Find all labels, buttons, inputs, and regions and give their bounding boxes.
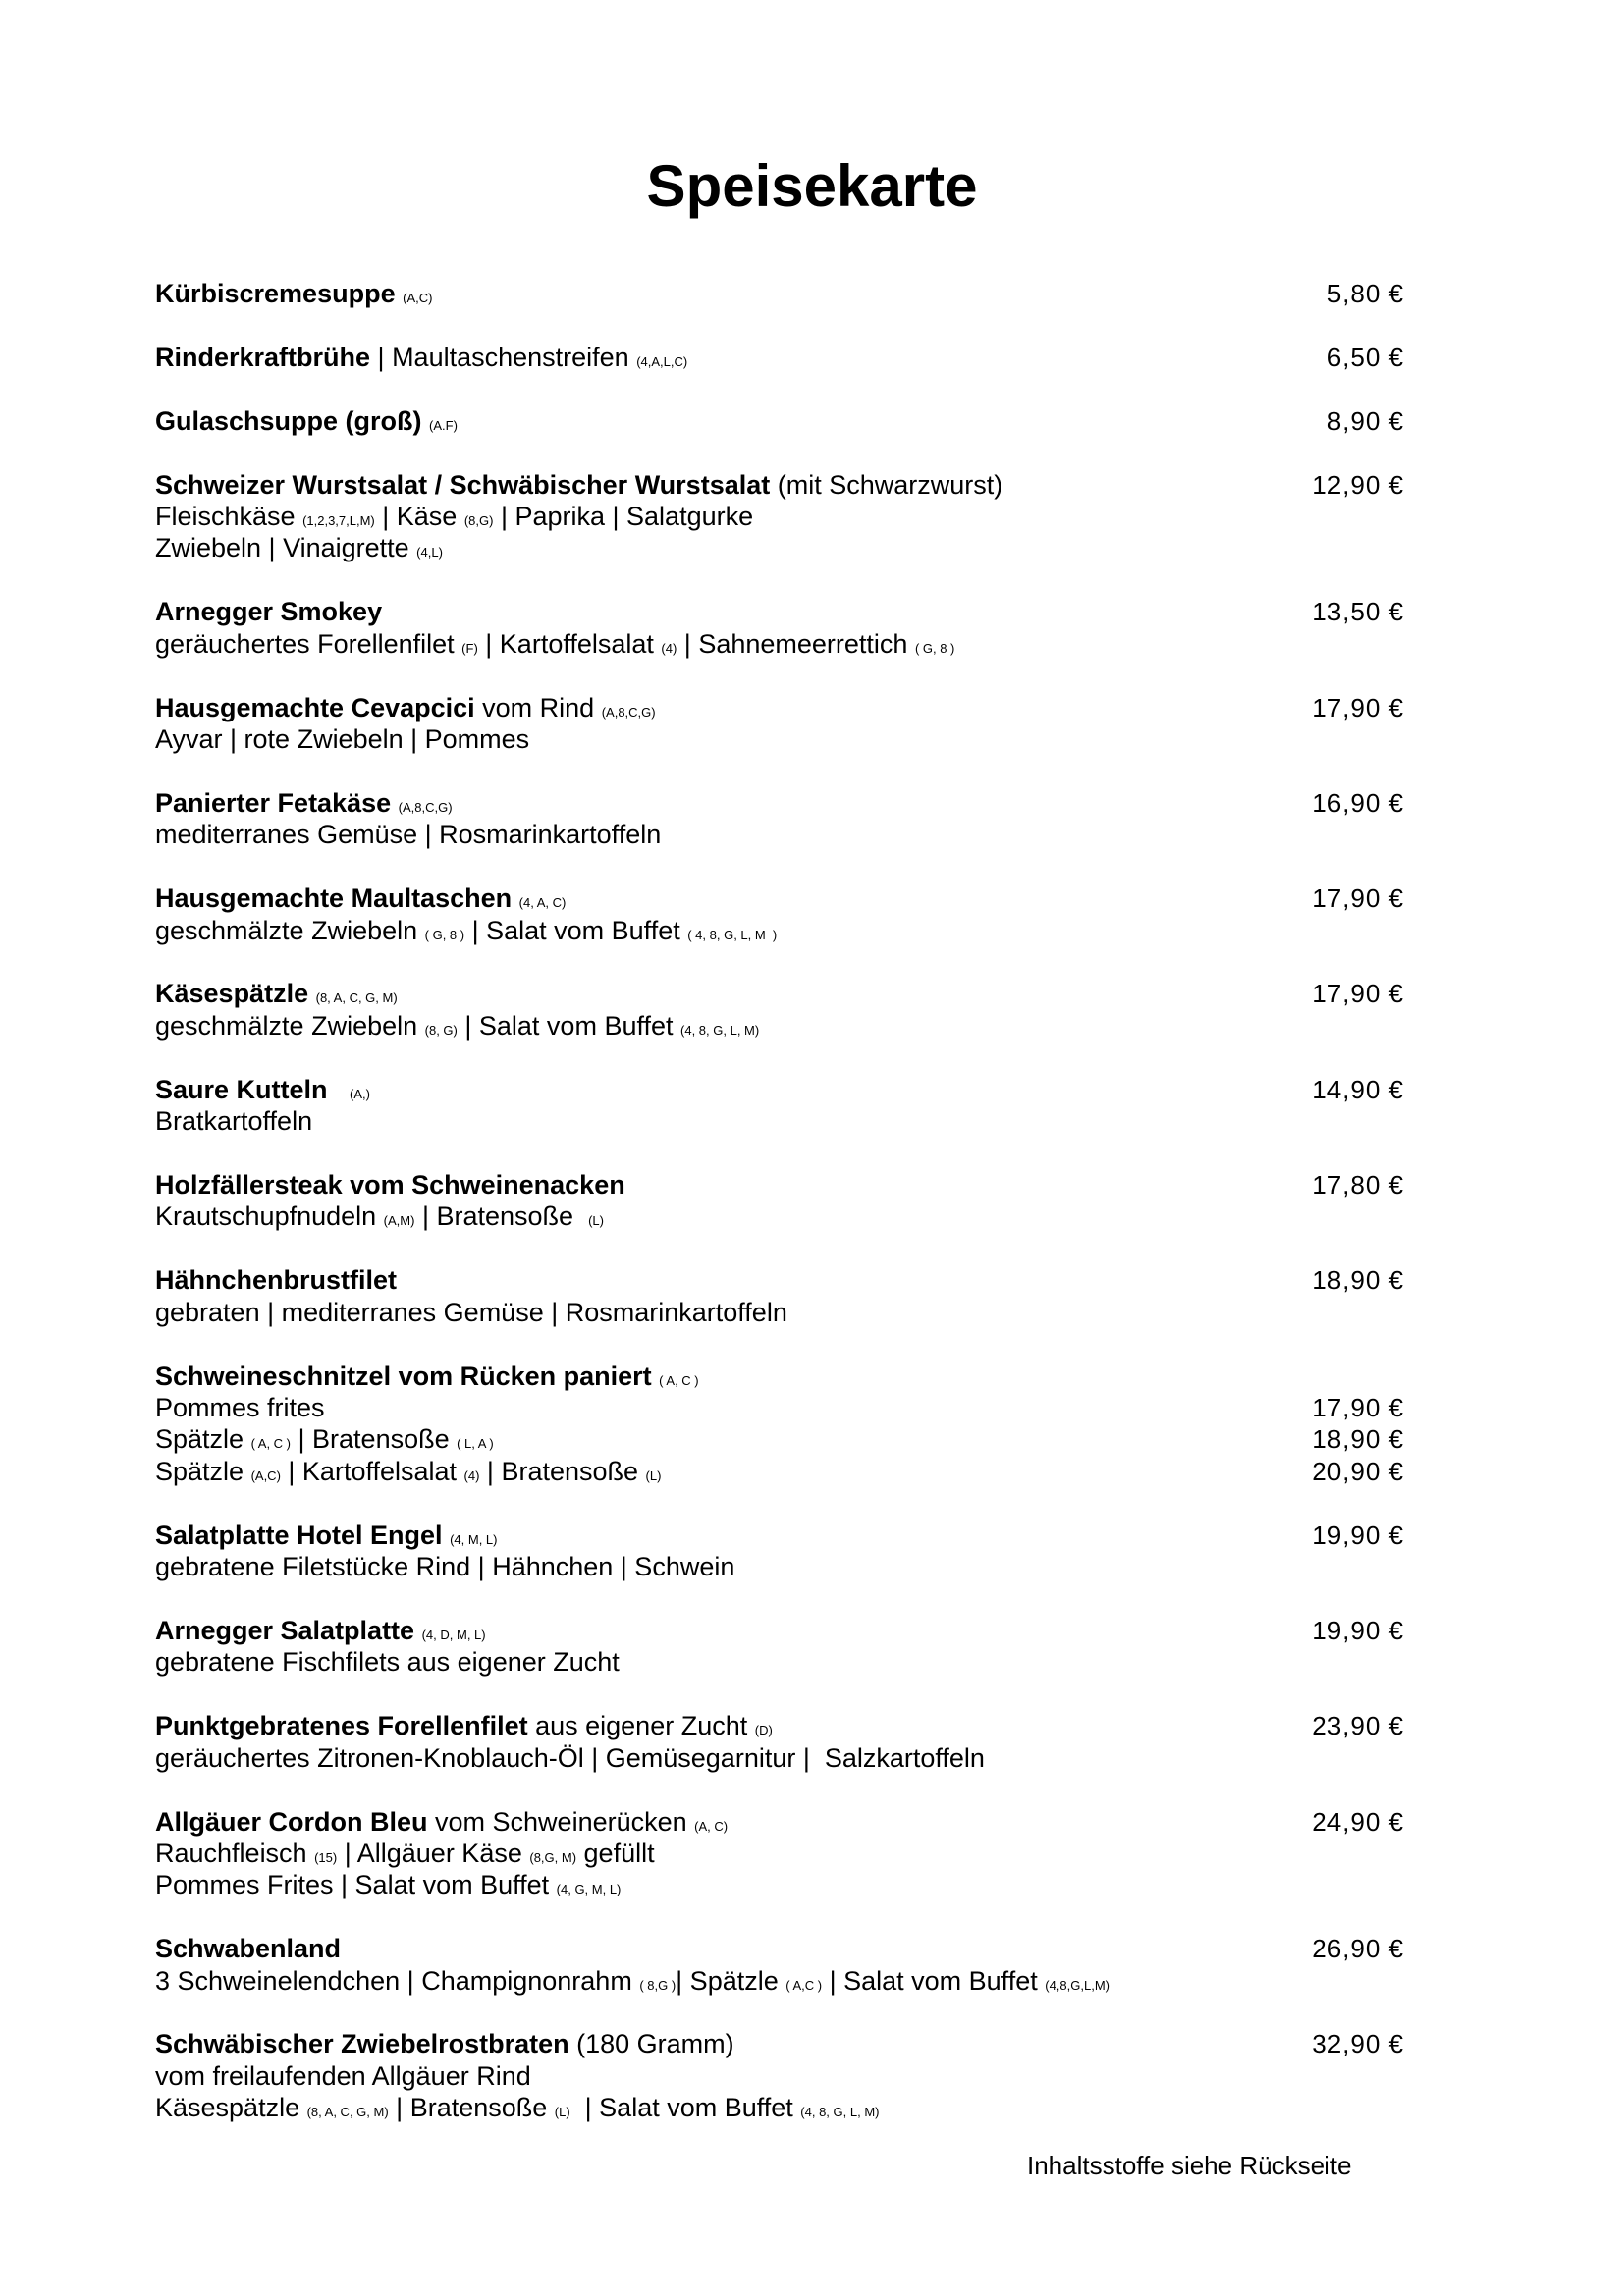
dish-name: Hähnchenbrustfilet bbox=[155, 1265, 398, 1296]
allergen-codes: ( A,C ) bbox=[785, 1977, 823, 1993]
price: 26,90 € bbox=[1312, 1934, 1404, 1964]
dish-text: | Paprika | Salatgurke bbox=[493, 502, 754, 532]
menu-item-title-line bbox=[155, 787, 1414, 819]
dish-name: Punktgebratenes Forellenfilet bbox=[155, 1711, 528, 1741]
price: 8,90 € bbox=[1326, 405, 1404, 436]
menu-item-description-line bbox=[155, 1392, 1414, 1423]
menu-item-description-line bbox=[155, 2060, 1414, 2092]
allergen-codes: ( L, A ) bbox=[457, 1436, 494, 1452]
allergen-codes: (4, 8, G, L, M) bbox=[680, 1022, 760, 1038]
price: 17,90 € bbox=[1312, 1392, 1404, 1422]
dish-text: | Spätzle bbox=[676, 1965, 786, 1996]
dish-text: (180 Gramm) bbox=[568, 2029, 734, 2059]
menu-item-description-line bbox=[155, 1201, 1414, 1232]
dish-name: Saure Kutteln bbox=[155, 1074, 328, 1104]
price: 32,90 € bbox=[1312, 2029, 1404, 2059]
dish-text: | Salat vom Buffet bbox=[822, 1965, 1046, 1996]
menu-item-title-line bbox=[155, 596, 1414, 627]
allergen-codes: (8,G, M) bbox=[529, 1849, 577, 1865]
menu-item-description-line bbox=[155, 1869, 1414, 1900]
menu-item-title-line bbox=[155, 1615, 1414, 1646]
menu-item-description-line bbox=[155, 628, 1414, 660]
menu-item-title-line bbox=[155, 882, 1414, 914]
menu-item-title-line bbox=[155, 692, 1414, 723]
allergen-note: Inhaltsstoffe siehe Rückseite bbox=[1027, 2151, 1352, 2180]
menu-item-title-line bbox=[155, 1264, 1414, 1296]
menu-item-description-line bbox=[155, 1456, 1414, 1487]
menu-item-description-line bbox=[155, 1965, 1414, 1997]
dish-name: Schwabenland bbox=[155, 1934, 342, 1964]
menu-item-title-line bbox=[155, 405, 1414, 437]
dish-text: | Käse bbox=[374, 502, 464, 532]
allergen-codes: ( 8,G ) bbox=[639, 1977, 677, 1993]
allergen-codes: (4, D, M, L) bbox=[421, 1627, 486, 1642]
menu-item-title-line bbox=[155, 1710, 1414, 1741]
menu-item-description-line bbox=[155, 532, 1414, 563]
dish-text: geschmälzte Zwiebeln bbox=[155, 915, 425, 945]
dish-text: geräuchertes Zitronen-Knoblauch-Öl | Gemüsegarnitur | Salzkartoffeln bbox=[155, 1742, 985, 1773]
dish-text: | Salat vom Buffet bbox=[464, 915, 688, 945]
dish-text: aus eigener Zucht bbox=[527, 1711, 755, 1741]
dish-name: Hausgemachte Cevapcici bbox=[155, 692, 475, 722]
dish-text: Fleischkäse bbox=[155, 502, 303, 532]
dish-text bbox=[308, 979, 316, 1008]
dish-text: gefüllt bbox=[576, 1838, 655, 1868]
price: 18,90 € bbox=[1312, 1265, 1404, 1296]
allergen-codes: (F) bbox=[461, 640, 478, 656]
dish-text: Pommes Frites | Salat vom Buffet bbox=[155, 1870, 557, 1900]
menu-item-description-line bbox=[155, 915, 1414, 946]
menu-item-title-line bbox=[155, 342, 1414, 373]
price: 18,90 € bbox=[1312, 1424, 1404, 1455]
allergen-codes: (4, G, M, L) bbox=[556, 1882, 622, 1897]
menu-item bbox=[155, 1520, 1414, 1583]
price: 13,50 € bbox=[1312, 597, 1404, 627]
allergen-codes: (4,L) bbox=[416, 545, 443, 561]
allergen-codes: (A,) bbox=[350, 1086, 370, 1101]
price: 17,90 € bbox=[1312, 979, 1404, 1009]
allergen-codes: ( 4, 8, G, L, M ) bbox=[687, 927, 778, 942]
menu-item bbox=[155, 1710, 1414, 1774]
dish-text: gebratene Filetstücke Rind | Hähnchen | Schwein bbox=[155, 1552, 735, 1582]
dish-text bbox=[414, 1616, 422, 1645]
dish-name: Arnegger Smokey bbox=[155, 597, 383, 627]
menu-item bbox=[155, 1169, 1414, 1233]
allergen-codes: (8, A, C, G, M) bbox=[315, 990, 398, 1006]
allergen-codes: (L) bbox=[645, 1468, 662, 1483]
allergen-codes: (A,8,C,G) bbox=[601, 704, 656, 720]
dish-name: Käsespätzle bbox=[155, 979, 309, 1009]
allergen-codes: (8, A, C, G, M) bbox=[306, 2105, 389, 2120]
price: 24,90 € bbox=[1312, 1806, 1404, 1837]
dish-text: Zwiebeln | Vinaigrette bbox=[155, 533, 417, 563]
dish-name: Panierter Fetakäse bbox=[155, 787, 392, 818]
dish-text: Rauchfleisch bbox=[155, 1838, 315, 1868]
menu-item bbox=[155, 342, 1414, 373]
dish-text: Spätzle bbox=[155, 1456, 251, 1486]
allergen-codes: (4) bbox=[661, 640, 677, 656]
allergen-codes: (1,2,3,7,L,M) bbox=[302, 513, 375, 529]
menu-item bbox=[155, 405, 1414, 437]
menu-item bbox=[155, 596, 1414, 660]
dish-text: | Maultaschenstreifen bbox=[370, 342, 637, 372]
dish-text bbox=[396, 279, 404, 308]
allergen-codes: (4,8,G,L,M) bbox=[1045, 1977, 1110, 1993]
price: 5,80 € bbox=[1326, 279, 1404, 308]
dish-text: | Bratensoße bbox=[388, 2093, 555, 2123]
menu-item-title-line bbox=[155, 1074, 1414, 1105]
menu-item bbox=[155, 1615, 1414, 1679]
allergen-codes: (L) bbox=[588, 1213, 604, 1229]
allergen-codes: (4, A, C) bbox=[518, 895, 567, 911]
allergen-codes: (A,8,C,G) bbox=[398, 799, 453, 815]
dish-name: Holzfällersteak vom Schweinenacken bbox=[155, 1170, 625, 1201]
dish-text bbox=[422, 406, 430, 436]
dish-name: Rinderkraftbrühe bbox=[155, 342, 371, 372]
menu-list bbox=[155, 278, 1414, 2156]
dish-name: Arnegger Salatplatte bbox=[155, 1615, 415, 1645]
menu-item-description-line bbox=[155, 1646, 1414, 1678]
menu-item bbox=[155, 692, 1414, 756]
dish-text: Krautschupfnudeln bbox=[155, 1201, 384, 1232]
dish-name: Schweizer Wurstsalat / Schwäbischer Wurstsalat bbox=[155, 469, 771, 500]
menu-item-description-line bbox=[155, 1010, 1414, 1041]
menu-item bbox=[155, 1361, 1414, 1488]
dish-text: Käsespätzle bbox=[155, 2093, 307, 2123]
dish-text: Pommes frites bbox=[155, 1392, 325, 1422]
allergen-codes: ( A, C ) bbox=[250, 1436, 292, 1452]
allergen-codes: (A,M) bbox=[383, 1213, 415, 1229]
price: 16,90 € bbox=[1312, 787, 1404, 818]
dish-text: | Kartoffelsalat bbox=[477, 628, 662, 659]
menu-item-title-line bbox=[155, 1806, 1414, 1838]
menu-item-title-line bbox=[155, 278, 1414, 309]
allergen-codes: (A.F) bbox=[429, 417, 458, 433]
page-title: Speisekarte bbox=[646, 153, 978, 219]
allergen-codes: (A, C) bbox=[694, 1818, 729, 1834]
dish-text: Ayvar | rote Zwiebeln | Pommes bbox=[155, 724, 530, 755]
dish-text: | Sahnemeerrettich bbox=[677, 628, 915, 659]
allergen-codes: (8,G) bbox=[463, 513, 494, 529]
dish-name: Schwäbischer Zwiebelrostbraten bbox=[155, 2029, 569, 2059]
menu-item bbox=[155, 787, 1414, 851]
dish-text: geschmälzte Zwiebeln bbox=[155, 1010, 425, 1041]
price: 23,90 € bbox=[1312, 1711, 1404, 1741]
allergen-codes: (L) bbox=[554, 2105, 570, 2120]
menu-item-description-line bbox=[155, 2092, 1414, 2123]
allergen-codes: (4, 8, G, L, M) bbox=[800, 2105, 880, 2120]
dish-text: | Bratensoße bbox=[291, 1424, 458, 1455]
dish-text: | Allgäuer Käse bbox=[337, 1838, 530, 1868]
price: 19,90 € bbox=[1312, 1615, 1404, 1645]
menu-item bbox=[155, 1264, 1414, 1328]
allergen-codes: ( G, 8 ) bbox=[424, 927, 465, 942]
dish-text bbox=[443, 1521, 451, 1550]
menu-item-title-line bbox=[155, 1361, 1414, 1392]
dish-text: Bratkartoffeln bbox=[155, 1106, 313, 1137]
dish-text: vom Rind bbox=[474, 692, 602, 722]
dish-text: | Bratensoße bbox=[414, 1201, 589, 1232]
menu-item bbox=[155, 469, 1414, 564]
dish-name: Kürbiscremesuppe bbox=[155, 279, 396, 308]
menu-item-description-line bbox=[155, 723, 1414, 755]
price: 19,90 € bbox=[1312, 1520, 1404, 1550]
menu-item-description-line bbox=[155, 1742, 1414, 1774]
menu-item-description-line bbox=[155, 1838, 1414, 1869]
dish-text: | Kartoffelsalat bbox=[280, 1456, 464, 1486]
price: 17,90 € bbox=[1312, 692, 1404, 722]
menu-item-description-line bbox=[155, 819, 1414, 850]
allergen-codes: (A,C) bbox=[403, 291, 433, 305]
dish-text: | Bratensoße bbox=[479, 1456, 646, 1486]
allergen-codes: (4, M, L) bbox=[450, 1531, 498, 1547]
price: 12,90 € bbox=[1312, 469, 1404, 500]
dish-text: vom Schweinerücken bbox=[427, 1806, 695, 1837]
menu-item-description-line bbox=[155, 1105, 1414, 1137]
allergen-codes: ( G, 8 ) bbox=[914, 640, 955, 656]
menu-item-title-line bbox=[155, 1169, 1414, 1201]
allergen-codes: (A,C) bbox=[250, 1468, 281, 1483]
menu-item-description-line bbox=[155, 1297, 1414, 1328]
dish-text: (mit Schwarzwurst) bbox=[770, 469, 1003, 500]
menu-item-description-line bbox=[155, 1423, 1414, 1455]
allergen-codes: (8, G) bbox=[424, 1022, 458, 1038]
dish-text: | Salat vom Buffet bbox=[457, 1010, 681, 1041]
allergen-codes: (4) bbox=[463, 1468, 480, 1483]
dish-text bbox=[391, 788, 399, 818]
dish-text: | Salat vom Buffet bbox=[569, 2093, 801, 2123]
allergen-codes: (D) bbox=[754, 1723, 773, 1738]
menu-item-title-line bbox=[155, 1933, 1414, 1964]
dish-name: Gulaschsuppe (groß) bbox=[155, 405, 422, 436]
menu-item bbox=[155, 1074, 1414, 1138]
dish-name: Salatplatte Hotel Engel bbox=[155, 1520, 443, 1550]
menu-item bbox=[155, 1933, 1414, 1997]
menu-item bbox=[155, 278, 1414, 309]
dish-text bbox=[328, 1075, 351, 1104]
price: 6,50 € bbox=[1326, 342, 1404, 372]
menu-item-title-line bbox=[155, 978, 1414, 1009]
dish-name: Schweineschnitzel vom Rücken paniert bbox=[155, 1361, 652, 1391]
dish-text: 3 Schweinelendchen | Champignonrahm bbox=[155, 1965, 640, 1996]
menu-item bbox=[155, 978, 1414, 1041]
price: 14,90 € bbox=[1312, 1074, 1404, 1104]
menu-item-title-line bbox=[155, 1520, 1414, 1551]
menu-item-description-line bbox=[155, 501, 1414, 532]
price: 17,80 € bbox=[1312, 1170, 1404, 1201]
dish-text bbox=[512, 883, 519, 913]
allergen-codes: (4,A,L,C) bbox=[636, 353, 688, 369]
price: 20,90 € bbox=[1312, 1456, 1404, 1486]
menu-item bbox=[155, 2028, 1414, 2123]
dish-text: vom freilaufenden Allgäuer Rind bbox=[155, 2060, 531, 2091]
dish-name: Allgäuer Cordon Bleu bbox=[155, 1806, 428, 1837]
dish-name: Hausgemachte Maultaschen bbox=[155, 883, 513, 914]
menu-item-description-line bbox=[155, 1551, 1414, 1582]
dish-text: gebraten | mediterranes Gemüse | Rosmarinkartoffeln bbox=[155, 1297, 787, 1327]
menu-item bbox=[155, 1806, 1414, 1901]
menu-item-title-line bbox=[155, 2028, 1414, 2059]
price: 17,90 € bbox=[1312, 883, 1404, 914]
dish-text: mediterranes Gemüse | Rosmarinkartoffeln bbox=[155, 820, 662, 850]
allergen-codes: (15) bbox=[314, 1849, 338, 1865]
menu-item bbox=[155, 882, 1414, 946]
dish-text: gebratene Fischfilets aus eigener Zucht bbox=[155, 1647, 620, 1678]
menu-item-title-line bbox=[155, 469, 1414, 501]
dish-text: Spätzle bbox=[155, 1424, 251, 1455]
dish-text: geräuchertes Forellenfilet bbox=[155, 628, 462, 659]
allergen-codes: ( A, C ) bbox=[659, 1372, 699, 1388]
